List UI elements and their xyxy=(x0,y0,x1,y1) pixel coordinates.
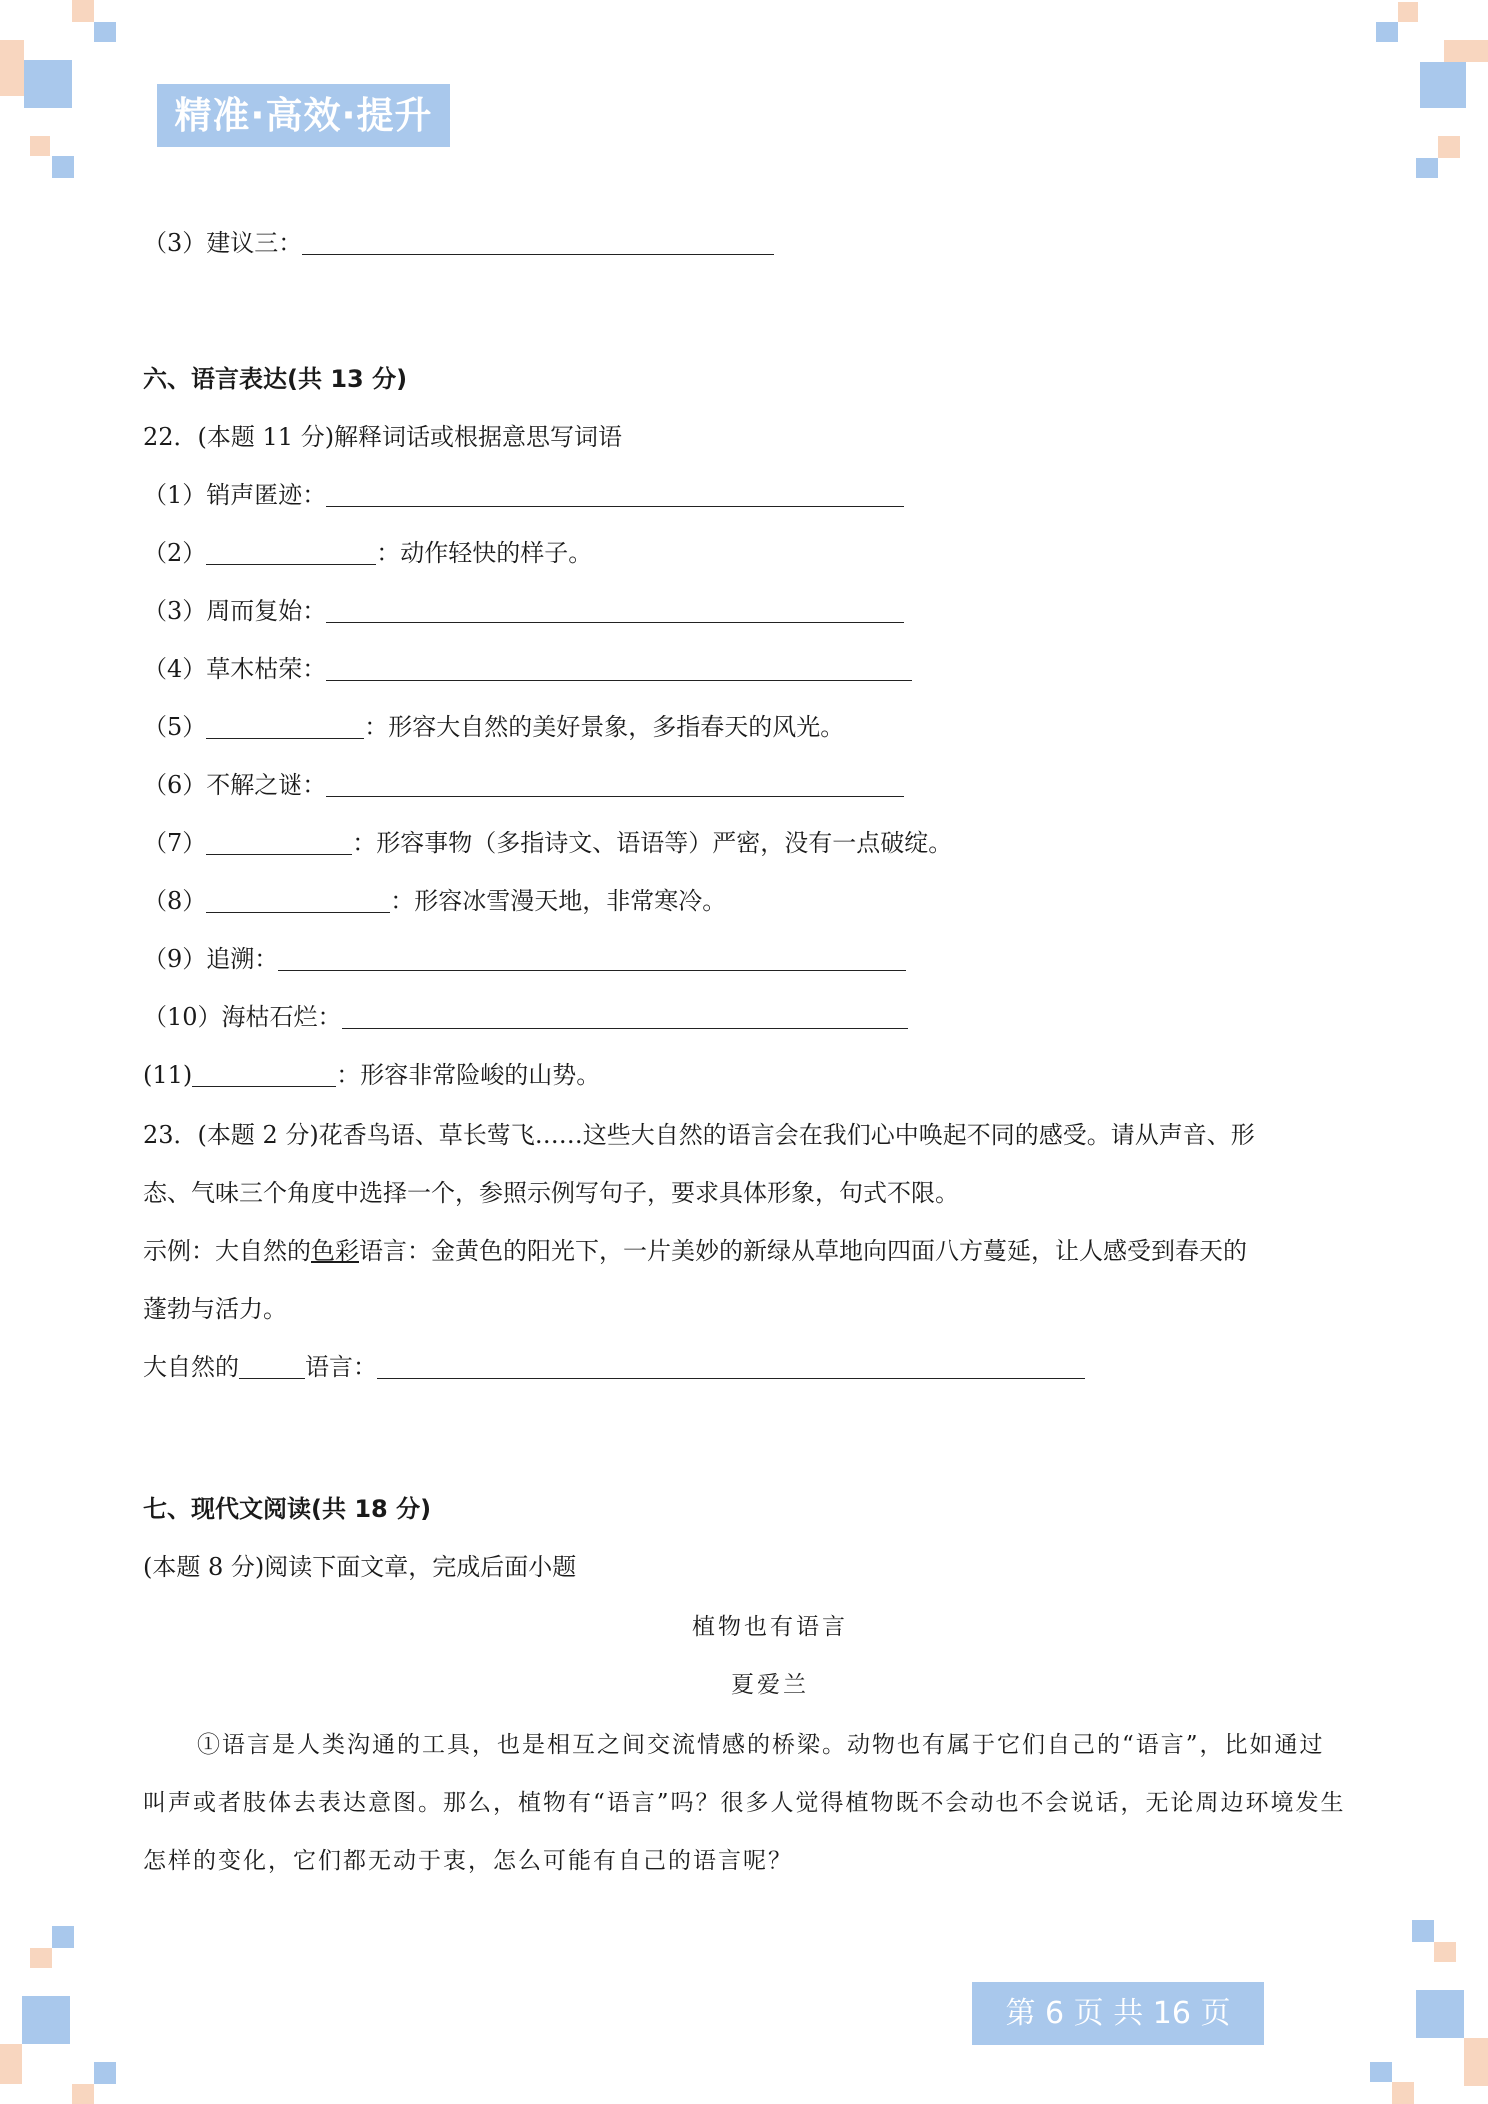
q22-stem: 22．(本题 11 分)解释词话或根据意思写词语 xyxy=(143,423,623,451)
q22-item-1: （1）销声匿迹： xyxy=(143,478,904,512)
q23-answer: 大自然的 语言： xyxy=(143,1350,1085,1384)
angle-blank[interactable] xyxy=(239,1354,305,1379)
header-banner: 精准·高效·提升 xyxy=(157,84,450,147)
q22-item-4: （4）草木枯荣： xyxy=(143,652,912,686)
answer-blank[interactable] xyxy=(342,1004,908,1029)
q22-item-11: (11) ：形容非常险峻的山势。 xyxy=(143,1061,601,1089)
answer-blank[interactable] xyxy=(326,482,904,507)
q23-example-line-2: 蓬勃与活力。 xyxy=(143,1295,287,1323)
q23-stem-line-2: 态、气味三个角度中选择一个，参照示例写句子，要求具体形象，句式不限。 xyxy=(143,1179,959,1207)
q22-item-6: （6）不解之谜： xyxy=(143,768,904,802)
answer-blank[interactable] xyxy=(278,946,906,971)
q22-item-3: （3）周而复始： xyxy=(143,594,904,628)
section-6-title: 六、语言表达(共 13 分) xyxy=(143,365,408,393)
q22-item-9: （9）追溯： xyxy=(143,942,906,976)
q21-item-3 xyxy=(143,226,774,260)
answer-blank[interactable] xyxy=(206,714,364,739)
page-number: 第 6 页 共 16 页 xyxy=(972,1982,1264,2045)
answer-blank[interactable] xyxy=(206,830,352,855)
q22-item-8: （8） ：形容冰雪漫天地，非常寒冷。 xyxy=(143,887,727,915)
q23-example: 示例：大自然的色彩语言：金黄色的阳光下，一片美妙的新绿从草地向四面八方蔓延，让人感受到春天的 xyxy=(143,1237,1247,1265)
q21-item-3-label: （3）建议三： xyxy=(143,229,303,257)
article-paragraph-1: ①语言是人类沟通的工具，也是相互之间交流情感的桥梁。动物也有属于它们自己的“语言”，比如通过叫声或者肢体去表达意图。那么，植物有“语言”吗？很多人觉得植物既不会动也不会说话，无论周边环境发生怎样的变化，它们都无动于衷，怎么可能有自己的语言呢？ xyxy=(143,1732,1346,1874)
article-author: 夏爱兰 xyxy=(731,1672,809,1698)
example-keyword: 色彩 xyxy=(311,1237,359,1265)
article-title: 植物也有语言 xyxy=(692,1614,848,1640)
q23-stem-line-1: 23．(本题 2 分)花香鸟语、草长莺飞……这些大自然的语言会在我们心中唤起不同的感受。请从声音、形 xyxy=(143,1121,1255,1149)
answer-blank[interactable] xyxy=(302,230,774,255)
q22-item-7: （7） ：形容事物（多指诗文、语语等）严密，没有一点破绽。 xyxy=(143,829,953,857)
answer-blank[interactable] xyxy=(377,1354,1085,1379)
q22-item-2: （2） ：动作轻快的样子。 xyxy=(143,539,593,567)
q22-item-10: （10）海枯石烂： xyxy=(143,1000,908,1034)
q22-item-5: （5） ：形容大自然的美好景象，多指春天的风光。 xyxy=(143,713,845,741)
section-7-intro: (本题 8 分)阅读下面文章，完成后面小题 xyxy=(143,1553,577,1581)
answer-blank[interactable] xyxy=(326,772,904,797)
answer-blank[interactable] xyxy=(206,540,376,565)
answer-blank[interactable] xyxy=(206,888,390,913)
answer-blank[interactable] xyxy=(192,1062,336,1087)
answer-blank[interactable] xyxy=(326,598,904,623)
answer-blank[interactable] xyxy=(326,656,912,681)
section-7-title: 七、现代文阅读(共 18 分) xyxy=(143,1495,432,1523)
